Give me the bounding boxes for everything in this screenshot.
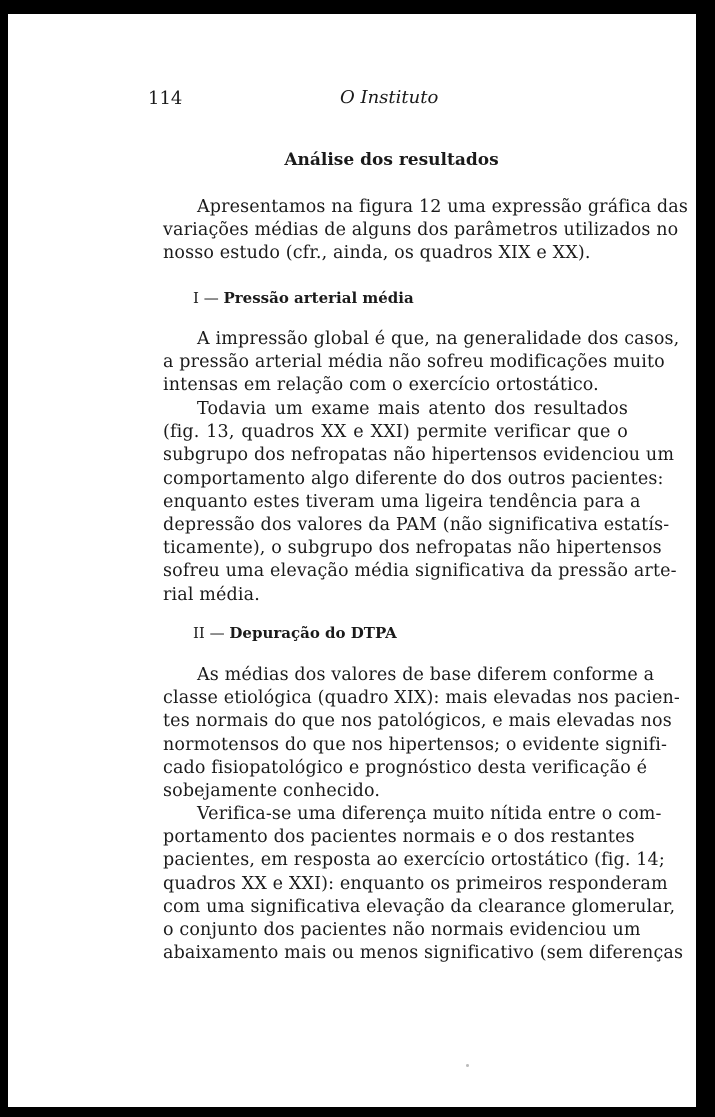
- paragraph-line: enquanto estes tiveram uma ligeira tendência para a: [163, 491, 641, 512]
- paragraph-line: ticamente), o subgrupo dos nefropatas não hipertensos: [163, 538, 662, 559]
- subsection-title: Depuração do DTPA: [229, 624, 397, 642]
- paragraph-line: cado fisiopatológico e prognóstico desta verificação é: [163, 757, 648, 778]
- paragraph-line: Apresentamos na figura 12 uma expressão gráfica das: [197, 197, 688, 217]
- paragraph-line: pacientes, em resposta ao exercício ortostático (fig. 14;: [163, 850, 665, 871]
- scan-border-top: [0, 0, 715, 14]
- intro-paragraph: [163, 196, 688, 266]
- paragraph-line: a pressão arterial média não sofreu modificações muito: [163, 352, 665, 373]
- paragraph-line: Todavia um exame mais atento dos resultados: [197, 399, 628, 419]
- scan-border-bottom: [0, 1107, 715, 1117]
- subsection-1-paragraph-1: [163, 328, 680, 398]
- paragraph-line: tes normais do que nos patológicos, e mais elevadas nos: [163, 711, 672, 732]
- section-title-text: Análise dos resultados: [284, 150, 499, 170]
- paragraph-line: subgrupo dos nefropatas não hipertensos evidenciou um: [163, 445, 675, 466]
- subsection-title: Pressão arterial média: [223, 289, 414, 307]
- paragraph-line: classe etiológica (quadro XIX): mais elevadas nos pacien-: [163, 688, 680, 709]
- paragraph-line: Verifica-se uma diferença muito nítida entre o com-: [197, 804, 662, 824]
- subsection-number: II —: [193, 624, 225, 642]
- subsection-2-paragraph-2: [163, 803, 684, 965]
- running-title: O Instituto: [340, 87, 439, 108]
- paragraph-line: normotensos do que nos hipertensos; o evidente signifi-: [163, 734, 668, 755]
- paragraph-line: sofreu uma elevação média significativa da pressão arte-: [163, 561, 677, 582]
- paragraph-line: nosso estudo (cfr., ainda, os quadros XIX e XX).: [163, 243, 591, 264]
- paragraph-line: rial média.: [163, 584, 260, 605]
- subsection-1-heading: [193, 289, 414, 307]
- paragraph-line: com uma significativa elevação da clearance glomerular,: [163, 896, 676, 917]
- subsection-1-paragraph-2: [163, 398, 677, 607]
- subsection-2-heading: [193, 624, 397, 642]
- page-number: 114: [148, 88, 183, 109]
- paragraph-line: abaixamento mais ou menos significativo (sem diferenças: [163, 943, 684, 964]
- paragraph-line: o conjunto dos pacientes não normais evidenciou um: [163, 920, 641, 941]
- paragraph-line: As médias dos valores de base diferem conforme a: [197, 665, 655, 685]
- paragraph-line: sobejamente conhecido.: [163, 781, 381, 802]
- paragraph-line: A impressão global é que, na generalidade dos casos,: [197, 329, 680, 349]
- subsection-number: I —: [193, 289, 219, 307]
- section-title: [0, 150, 715, 170]
- paragraph-line: quadros XX e XXI): enquanto os primeiros responderam: [163, 873, 668, 894]
- paragraph-line: depressão dos valores da PAM (não significativa estatís-: [163, 515, 670, 536]
- paragraph-line: (fig. 13, quadros XX e XXI) permite verificar que o: [163, 422, 628, 443]
- paragraph-line: comportamento algo diferente do dos outros pacientes:: [163, 468, 664, 489]
- paper-speck: [466, 1064, 469, 1067]
- subsection-2-paragraph-1: [163, 664, 680, 803]
- paragraph-line: portamento dos pacientes normais e o dos restantes: [163, 827, 635, 848]
- paragraph-line: intensas em relação com o exercício ortostático.: [163, 375, 599, 396]
- paragraph-line: variações médias de alguns dos parâmetros utilizados no: [163, 220, 679, 241]
